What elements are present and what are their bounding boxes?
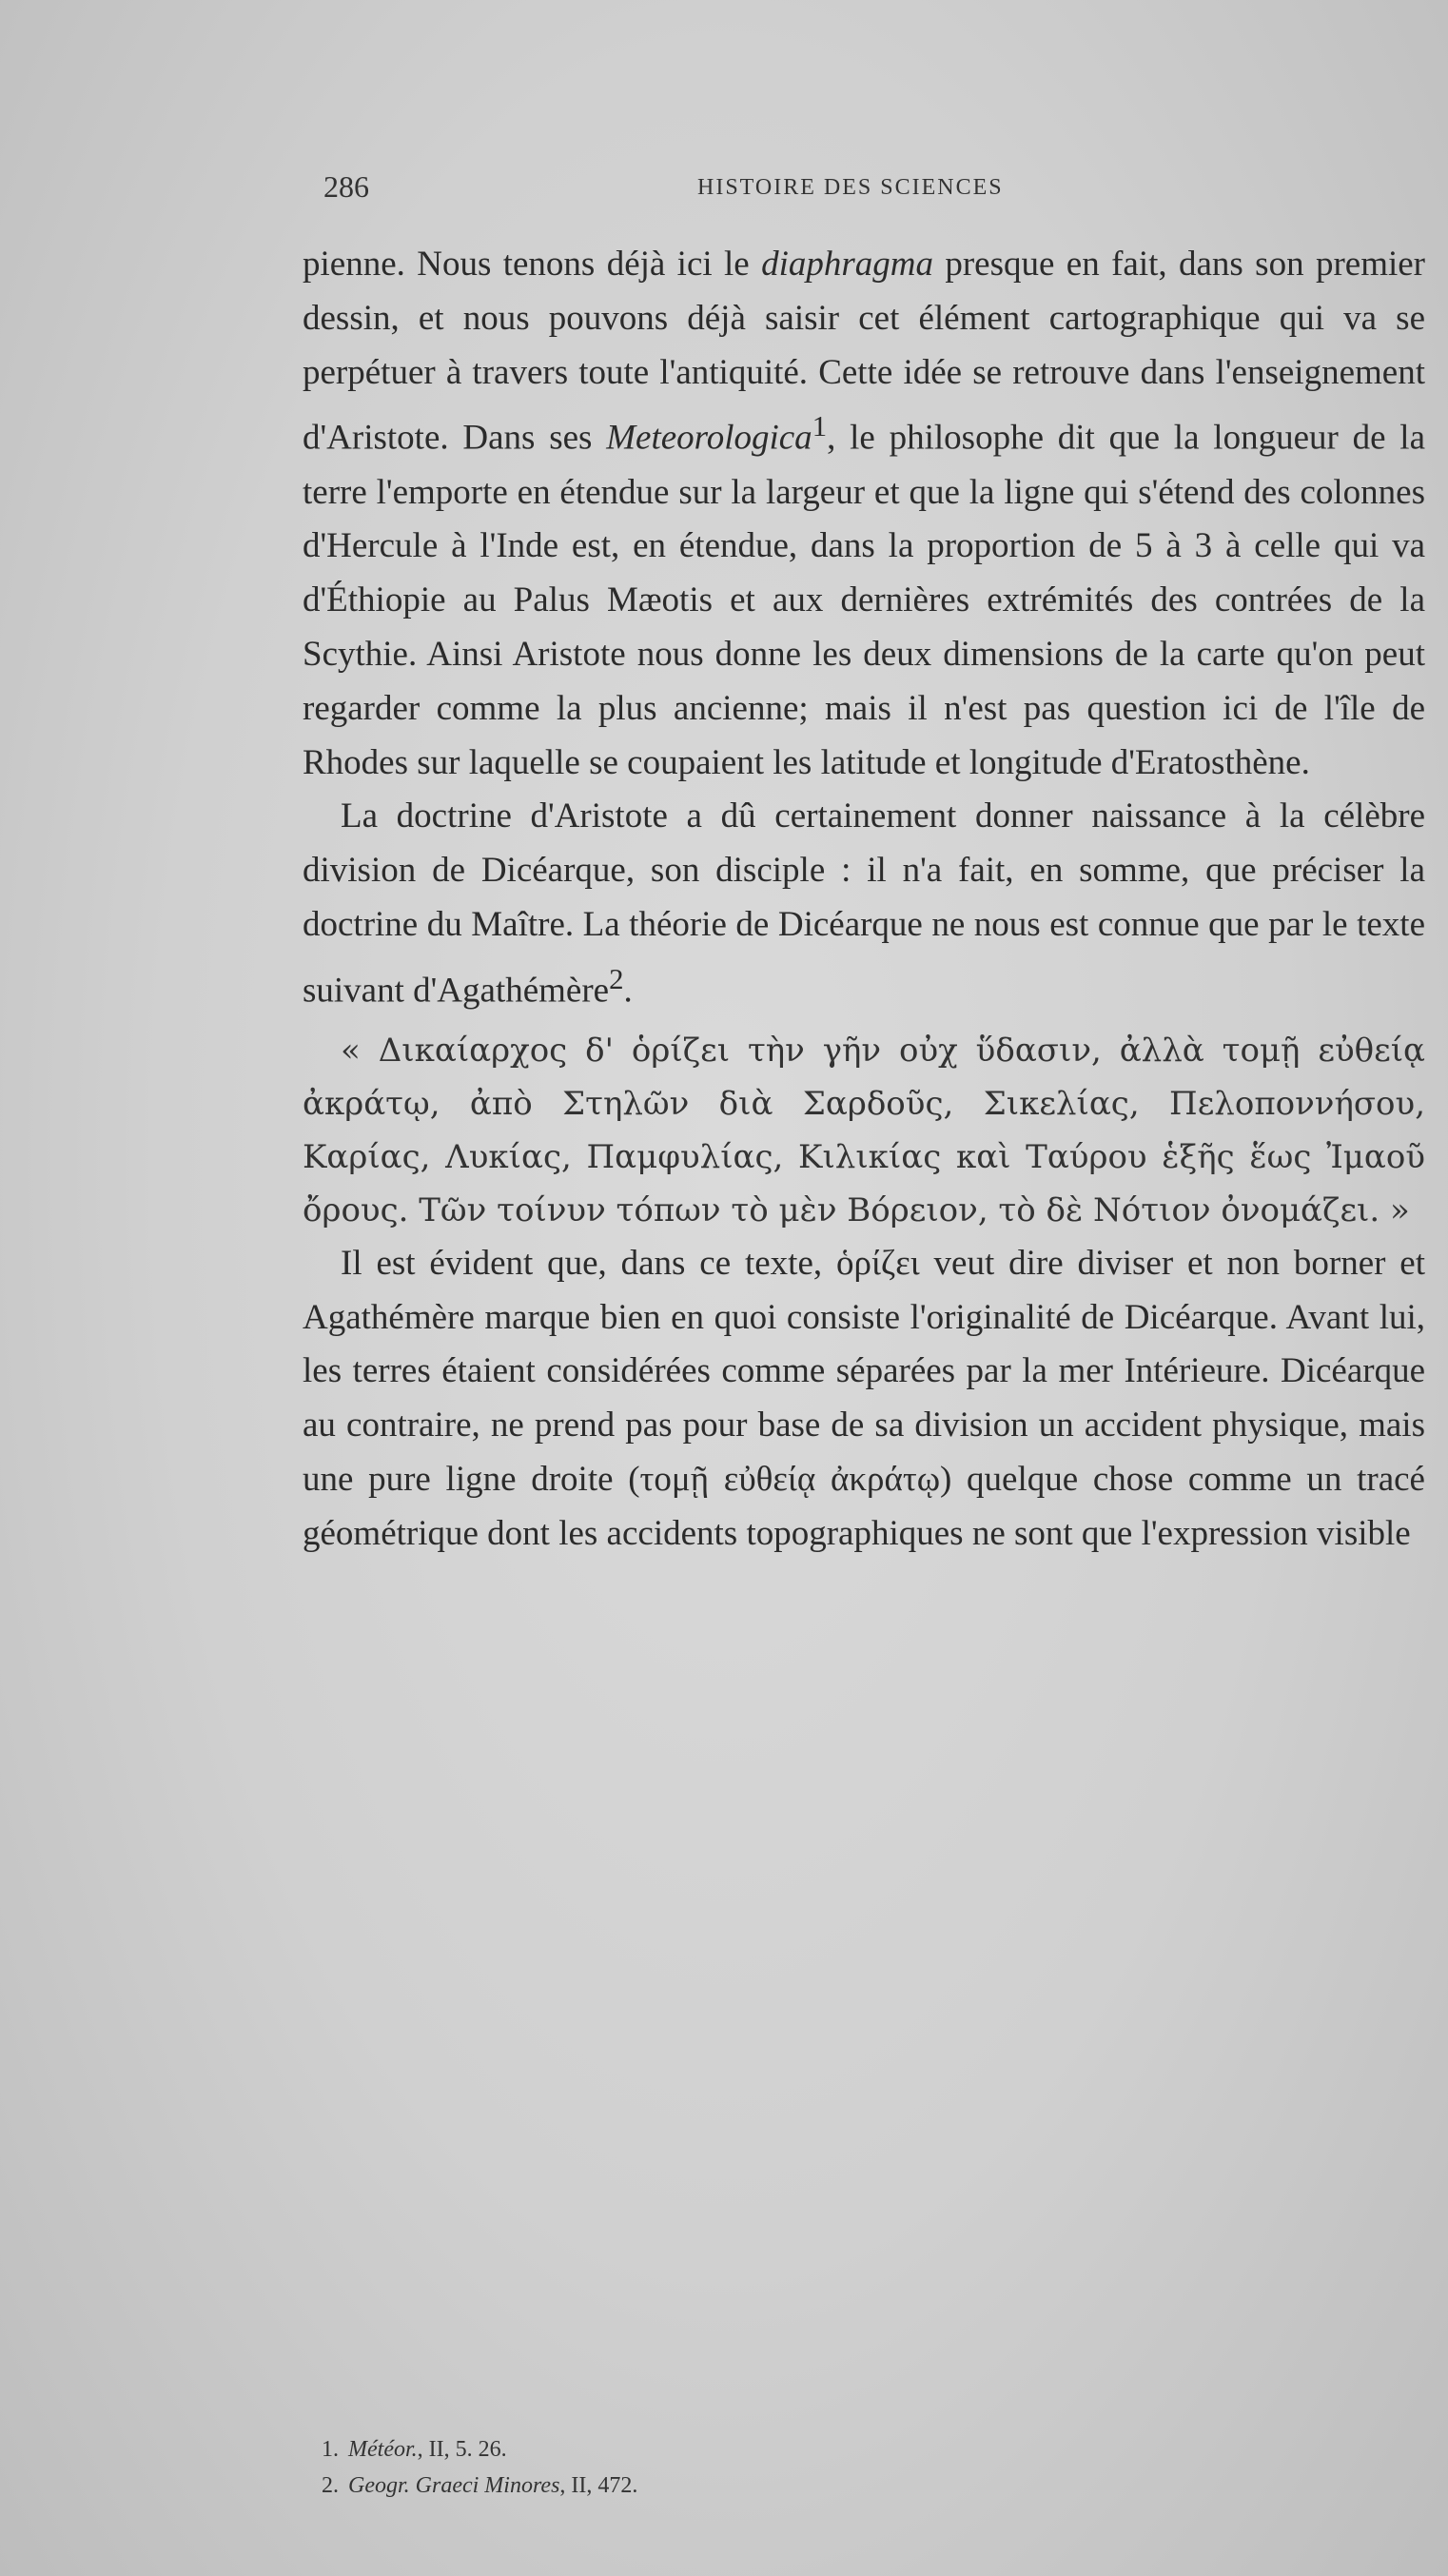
footnote-2-mark: 2. [322,2473,339,2498]
paragraph-2 [303,790,1425,1018]
footnote-1-rest: , II, 5. 26. [417,2437,507,2462]
page-header [323,169,1389,217]
greek-quotation: « Δικαίαρχος δ' ὁρίζει τὴν γῆν οὐχ ὕδασιν, ἀλλὰ τομῇ εὐθείᾳ ἀκράτῳ, ἀπὸ Στηλῶν διὰ Σαρδοῦς, Σικελίας, Πελοποννήσου, Καρίας, Λυκίας, Παμφυλίας, Κιλικίας καὶ Ταύρου ἑξῆς ἕως Ἰμαοῦ ὄρους. Τῶν τοίνυν τόπων τὸ μὲν Βόρειον, τὸ δὲ Νότιον ὀνομάζει. » [303,1031,1425,1229]
footnote-1-mark: 1. [322,2437,339,2462]
footnote-ref-2[interactable]: 2 [609,962,624,995]
paragraph-3-text-c: ) quelque chose comme un tracé géométrique dont les accidents topographiques ne sont que l'expression visible [303,1460,1425,1553]
footnote-2 [322,2468,1178,2504]
footnote-1 [322,2431,1178,2468]
paragraph-3-text-b: veut dire diviser et non borner et Agathémère marque bien en quoi consiste l'originalité de Dicéarque. Avant lui, les terres étaient considérées comme séparées par la mer Intérieure. Dicéarque au contraire, ne prend pas pour base de sa division un accident physique, mais une pure ligne droite ( [303,1243,1425,1499]
page-number: 286 [323,169,369,204]
footnote-2-rest: , II, 472. [559,2473,638,2498]
title-meteorologica: Meteorologica [606,418,812,458]
footnotes [322,2431,1178,2504]
greek-word-horizei: ὁρίζει [835,1243,920,1283]
paragraph-2-text-a: La doctrine d'Aristote a dû certainement donner naissance à la célèbre division de Dicéarque, son disciple : il n'a fait, en somme, que préciser la doctrine du Maître. La théorie de Dicéarque ne nous est connue que par le texte suivant d'Agathémère [303,796,1425,1011]
running-title: HISTOIRE DES SCIENCES [697,175,1004,200]
paragraph-2-text-b: . [623,971,633,1011]
paragraph-3-text-a: Il est évident que, dans ce texte, [341,1243,836,1283]
paragraph-1-text-b: presque en fait, dans son premier dessin, et nous pouvons déjà saisir cet élément cartographique qui va se perpétuer à travers toute l'antiquité. Cette idée se retrouve dans l'enseignement d'Aristote. Dans ses [303,245,1425,458]
paragraph-1-text-c: , le philosophe dit que la longueur de la terre l'emporte en étendue sur la largeur et que la ligne qui s'étend des colonnes d'Hercule à l'Inde est, en étendue, dans la proportion de 5 à 3 à celle qui va d'Éthiopie au Palus Mæotis et aux dernières extrémités des contrées de la Scythie. Ainsi Aristote nous donne les deux dimensions de la carte qu'on peut regarder comme la plus ancienne; mais il n'est pas question ici de l'île de Rhodes sur laquelle se coupaient les latitude et longitude d'Eratosthène. [303,418,1425,782]
footnote-2-ref: Geogr. Graeci Minores [348,2473,560,2498]
paragraph-1 [303,238,1425,790]
paragraph-3 [303,1237,1425,1562]
footnote-1-ref: Météor. [348,2437,418,2462]
term-diaphragma: diaphragma [761,245,933,284]
body-text [303,238,1425,1562]
greek-phrase-tome: τομῇ εὐθείᾳ ἀκράτῳ [639,1460,941,1499]
paragraph-1-text-a: pienne. Nous tenons déjà ici le [303,245,762,284]
footnote-ref-1[interactable]: 1 [812,410,828,443]
